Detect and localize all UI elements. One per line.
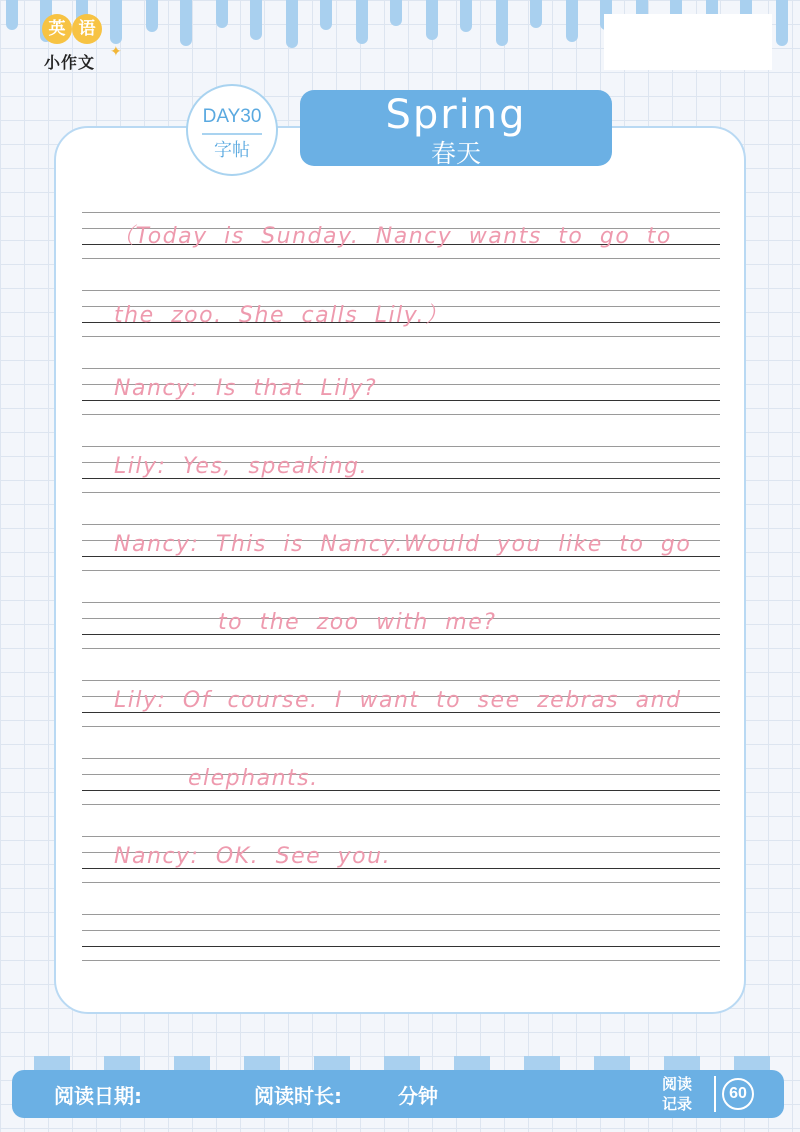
rule-line	[82, 946, 720, 947]
reading-footer	[12, 1070, 784, 1118]
title-chinese: 春天	[430, 139, 481, 168]
rule-line	[82, 368, 720, 369]
rule-line	[82, 930, 720, 931]
rule-line	[82, 836, 720, 837]
rule-line	[82, 960, 720, 961]
rule-line	[82, 212, 720, 213]
text-line-2: the zoo. She calls Lily.）	[114, 303, 449, 328]
footer-divider	[714, 1076, 716, 1112]
text-line-6: to the zoo with me?	[218, 610, 497, 635]
rule-line	[82, 290, 720, 291]
stripe	[426, 0, 438, 40]
rule-line	[82, 414, 720, 415]
stripe	[530, 0, 542, 28]
stripe	[286, 0, 298, 48]
rule-line	[82, 492, 720, 493]
stripe	[216, 0, 228, 28]
rule-line	[82, 524, 720, 525]
stripe	[180, 0, 192, 46]
logo-char-2: 语	[72, 14, 102, 44]
rule-line	[82, 680, 720, 681]
stripe	[496, 0, 508, 46]
stripe	[320, 0, 332, 30]
stripe	[460, 0, 472, 32]
rule-line	[82, 790, 720, 791]
text-line-1: （Today is Sunday. Nancy wants to go to	[112, 224, 672, 249]
rule-line	[82, 336, 720, 337]
logo	[40, 8, 132, 74]
stripe	[776, 0, 788, 46]
text-line-9: Nancy: OK. See you.	[114, 844, 392, 869]
reading-record-label: 阅读记录	[662, 1075, 693, 1113]
text-line-8: elephants.	[188, 766, 319, 791]
title-english: Spring	[385, 92, 527, 138]
rule-line	[82, 648, 720, 649]
text-line-4: Lily: Yes, speaking.	[114, 454, 369, 479]
top-right-blank	[604, 14, 772, 70]
minutes-label: 分钟	[398, 1084, 438, 1108]
day-label: DAY30	[202, 106, 262, 127]
text-line-5: Nancy: This is Nancy.Would you like to go	[114, 532, 692, 557]
stripe	[390, 0, 402, 26]
text-line-7: Lily: Of course. I want to see zebras and	[114, 688, 682, 713]
rule-line	[82, 774, 720, 775]
stripe	[146, 0, 158, 32]
stripe	[250, 0, 262, 40]
day-sub-label: 字帖	[214, 140, 250, 161]
reading-duration-label: 阅读时长:	[254, 1084, 342, 1108]
rule-line	[82, 804, 720, 805]
rule-line	[82, 446, 720, 447]
day-badge	[186, 84, 278, 176]
rule-line	[82, 726, 720, 727]
rule-line	[82, 914, 720, 915]
stripe	[566, 0, 578, 42]
reading-date-label: 阅读日期:	[54, 1084, 142, 1108]
logo-subtitle: 小作文	[44, 53, 96, 72]
writing-lines	[82, 212, 720, 972]
rule-line	[82, 258, 720, 259]
stripe	[356, 0, 368, 44]
title-box	[300, 90, 612, 166]
stripe	[6, 0, 18, 30]
text-line-3: Nancy: Is that Lily?	[114, 376, 378, 401]
rule-line	[82, 570, 720, 571]
logo-char-1: 英	[42, 14, 72, 44]
rule-line	[82, 602, 720, 603]
rule-line	[82, 758, 720, 759]
day-divider	[202, 133, 262, 135]
page-number: 60	[722, 1078, 754, 1110]
star-icon: ✦	[110, 44, 122, 60]
rule-line	[82, 882, 720, 883]
